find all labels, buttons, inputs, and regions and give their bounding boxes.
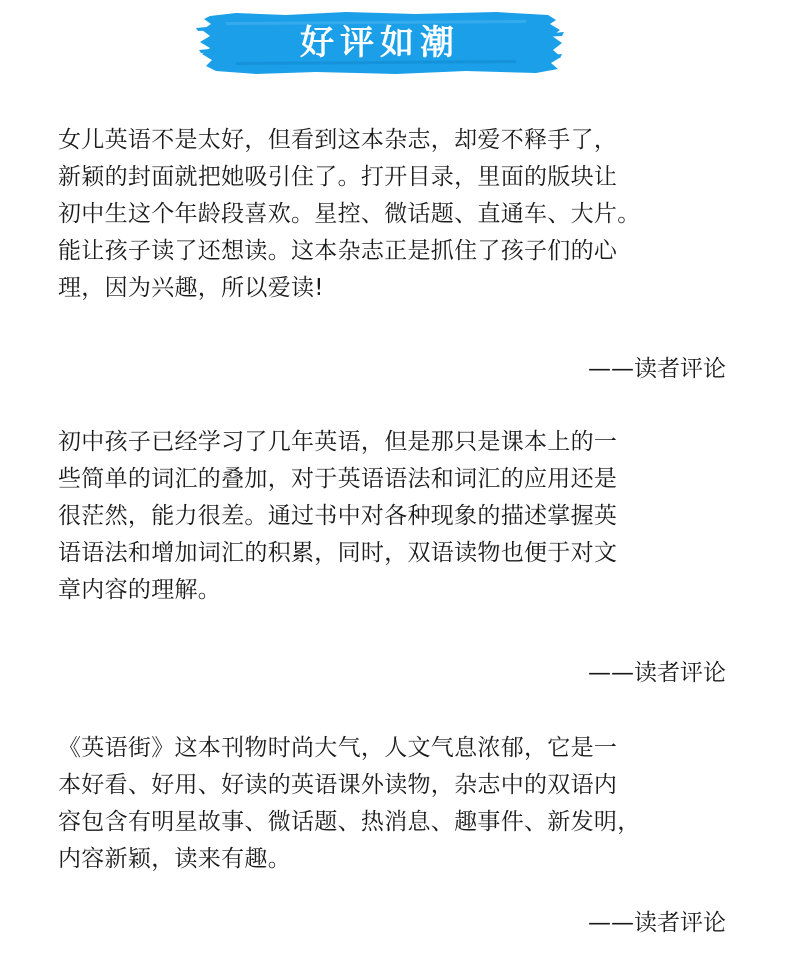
review-text: 《英语街》这本刊物时尚大气，人文气息浓郁，它是一 本好看、好用、好读的英语课外读物，杂志中的双语内 容包含有明星故事、微话题、热消息、趣事件、新发明， 内容新颖，读来有趣。 (58, 735, 641, 872)
review-1 (58, 122, 738, 382)
review-signature: ——读者评论 (588, 910, 726, 936)
review-text: 女儿英语不是太好，但看到这本杂志，却爱不释手了， 新颖的封面就把她吸引住了。打开目录，里面的版块让 初中生这个年龄段喜欢。星控、微话题、直通车、大片。 能让孩子读了还想读。这本杂志正是抓住了孩子们的心 理，因为兴趣，所以爱读! (58, 127, 641, 301)
header-banner (196, 10, 564, 76)
review-text: 初中孩子已经学习了几年英语，但是那只是课本上的一 些简单的词汇的叠加，对于英语语法和词汇的应用还是 很茫然，能力很差。通过书中对各种现象的描述掌握英 语语法和增加词汇的积累，同时，双语读物也便于对文 章内容的理解。 (58, 429, 618, 603)
review-signature: ——读者评论 (588, 660, 726, 686)
page-title: 好评如潮 (300, 23, 460, 63)
review-signature: ——读者评论 (588, 356, 726, 382)
review-2 (58, 424, 738, 686)
review-3 (58, 730, 738, 936)
